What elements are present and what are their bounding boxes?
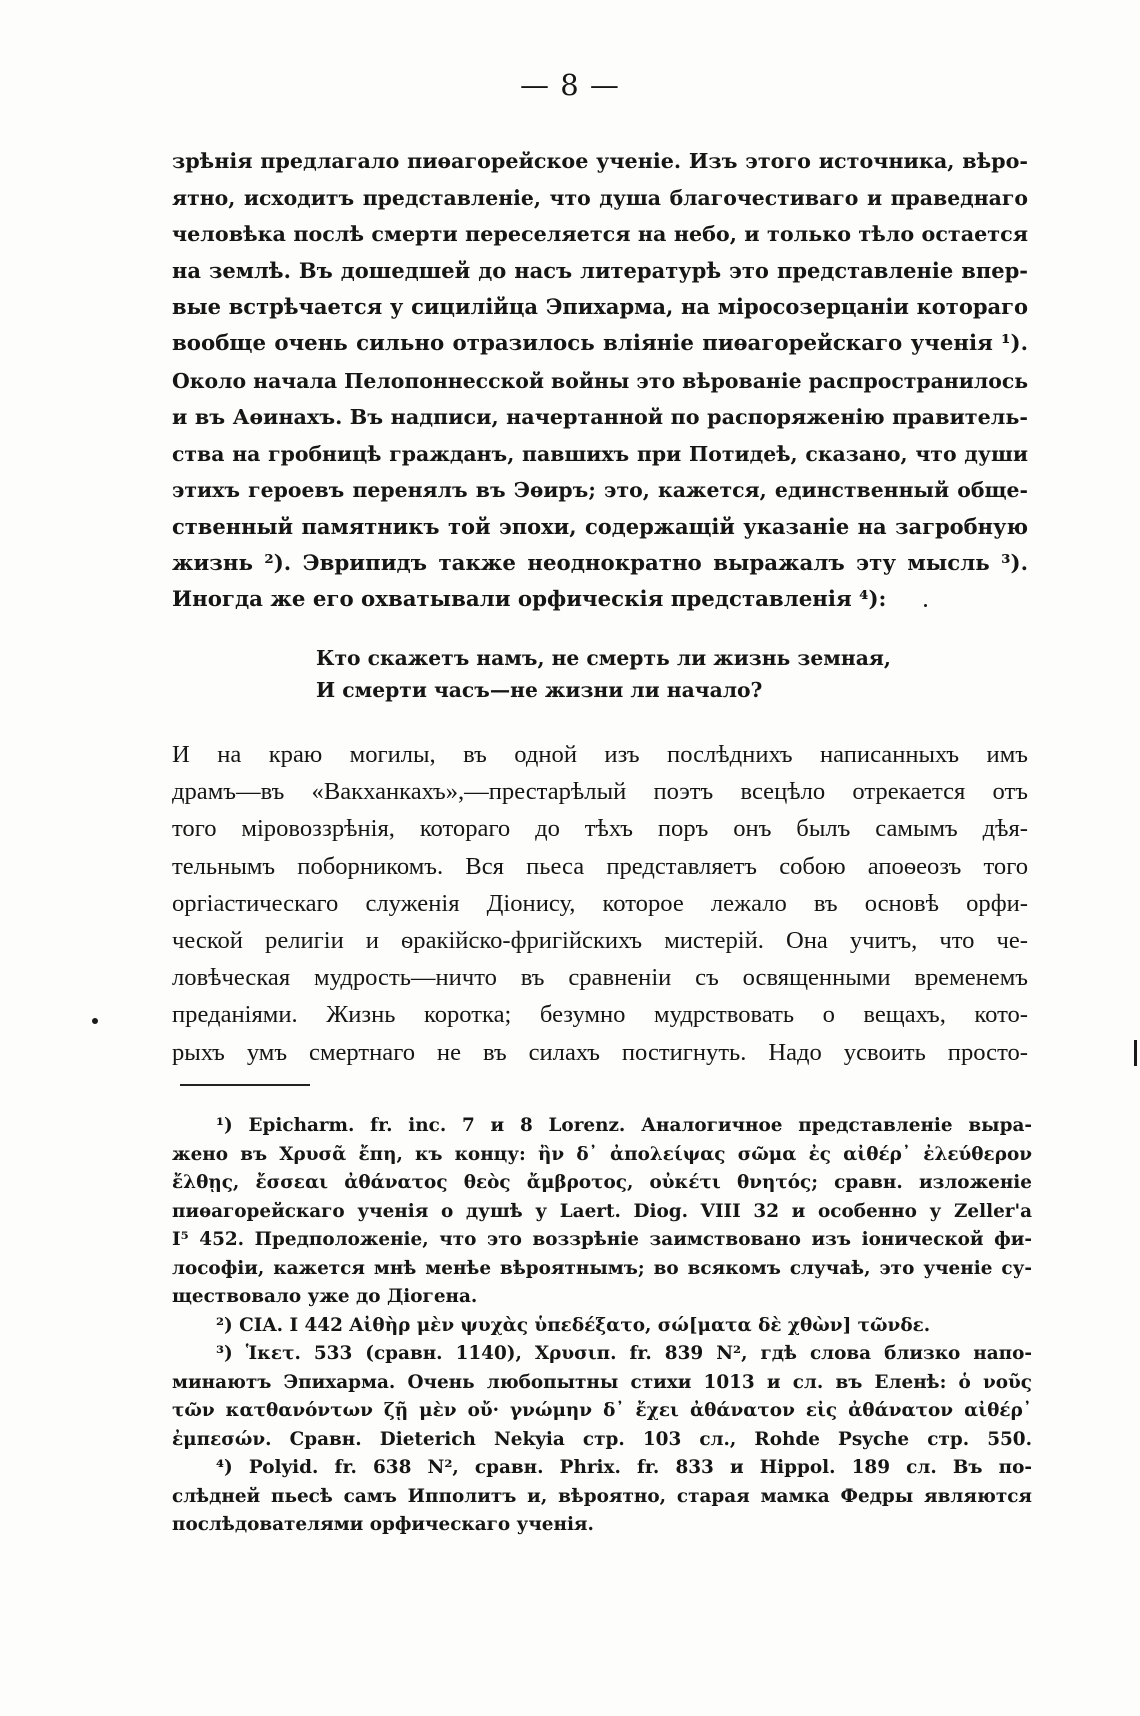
text-line: зрѣнія предлагало пиѳагорейское ученіе. Изъ этого источника, вѣро-	[172, 149, 1028, 173]
main-text-plain	[172, 736, 1028, 1071]
text-line: человѣка послѣ смерти переселяется на небо, и только тѣло остается	[172, 222, 1028, 247]
footnote-line: ²) CIA. I 442 Αἰθὴρ μὲν ψυχὰς ὑπεδέξατο, σώ[ματα δὲ χθὼν] τῶνδε.	[216, 1314, 931, 1336]
text-line: ственный памятникъ той эпохи, содержащій указаніе на загробную	[172, 513, 1028, 539]
text-line: преданіями. Жизнь коротка; безумно мудрствовать о вещахъ, кото-	[172, 1001, 1028, 1029]
text-line: Иногда же его охватывали орфическія представленія ⁴):	[172, 587, 887, 613]
footnote-line: послѣдователями орфическаго ученія.	[172, 1514, 594, 1535]
text-line: вообще очень сильно отразилось вліяніе пиѳагорейскаго ученія ¹).	[172, 330, 1028, 356]
footnote-line: I⁵ 452. Предположеніе, что это воззрѣніе заимствовано изъ іонической фи-	[172, 1229, 1032, 1250]
footnote-line: жено въ Χρυσᾶ ἔπη, къ концу: ἢν δ᾽ ἀπολείψας σῶμα ἐς αἰθέρ᾽ ἐλεύθερον	[172, 1143, 1032, 1165]
text-line: ческой религіи и ѳракійско-фригійскихъ мистерій. Она учитъ, что че-	[172, 927, 1028, 955]
main-text-bold	[172, 143, 1028, 619]
verse-line: И смерти часъ—не жизни ли начало?	[316, 678, 763, 702]
text-line: ства на гробницѣ гражданъ, павшихъ при Потидеѣ, сказано, что души	[172, 441, 1028, 466]
text-line: драмъ—въ «Вакханкахъ»,—престарѣлый поэтъ всецѣло отрекается отъ	[172, 778, 1028, 806]
text-line: вые встрѣчается у сицилійца Эпихарма, на міросозерцаніи котораго	[172, 294, 1028, 320]
verse-quote	[316, 642, 891, 706]
footnote-divider	[180, 1084, 310, 1086]
text-line: рыхъ умъ смертнаго не въ силахъ постигнуть. Надо усвоить просто-	[172, 1038, 1028, 1066]
footnote-line: ⁴) Polyid. fr. 638 N², сравн. Phrix. fr. 833 и Hippol. 189 сл. Въ по-	[216, 1457, 1032, 1478]
text-line: того міровоззрѣнія, котораго до тѣхъ поръ онъ былъ самымъ дѣя-	[172, 815, 1028, 843]
footnote-line: лософіи, кажется мнѣ менѣе вѣроятнымъ; во всякомъ случаѣ, это ученіе су-	[172, 1257, 1032, 1279]
print-speck	[924, 604, 927, 607]
footnote-line: слѣдней пьесѣ самъ Ипполитъ и, вѣроятно, старая мамка Федры являются	[172, 1485, 1032, 1507]
page-edge-mark	[1134, 1040, 1137, 1066]
text-line: оргіастическаго служенія Діонису, которое лежало въ основѣ орфи-	[172, 889, 1028, 917]
text-line: ловѣческая мудрость—ничто въ сравненіи съ освященными временемъ	[172, 964, 1028, 992]
footnote-line: ³) Ἱκετ. 533 (сравн. 1140), Χρυσιπ. fr. 839 N², гдѣ слова близко напо-	[216, 1343, 1032, 1364]
text-line: жизнь ²). Эврипидъ также неоднократно выражалъ эту мысль ³).	[172, 550, 1028, 576]
text-line: И на краю могилы, въ одной изъ послѣднихъ написанныхъ имъ	[172, 741, 1028, 768]
footnotes	[172, 1112, 1032, 1540]
footnote-line: ἐμπεσών. Сравн. Dieterich Nekyia стр. 103 сл., Rohde Psyche стр. 550.	[172, 1428, 1032, 1450]
print-speck	[92, 1018, 98, 1024]
footnote-line: ἔλθῃς, ἔσσεαι ἀθάνατος θεὸς ἄμβροτος, οὐκέτι θνητός; сравн. изложеніе	[172, 1172, 1032, 1193]
text-line: ятно, исходитъ представленіе, что душа благочестиваго и праведнаго	[172, 185, 1028, 210]
text-line: и въ Аѳинахъ. Въ надписи, начертанной по распоряженію правитель-	[172, 405, 1028, 430]
footnote-line: τῶν κατθανόντων ζῇ μὲν οὔ· γνώμην δ᾽ ἔχει ἀθάνατον εἰς ἀθάνατον αἰθέρ᾽	[172, 1400, 1032, 1421]
text-line: на землѣ. Въ дошедшей до насъ литературѣ это представленіе впер-	[172, 257, 1028, 283]
page-number: — 8 —	[520, 68, 620, 102]
footnote-line: ществовало уже до Діогена.	[172, 1286, 478, 1307]
footnote-line: минаютъ Эпихарма. Очень любопытны стихи 1013 и сл. въ Еленѣ: ὁ νοῦς	[172, 1371, 1032, 1393]
verse-line: Кто скажетъ намъ, не смерть ли жизнь земная,	[316, 646, 891, 670]
footnote-line: пиѳагорейскаго ученія о душѣ у Laert. Diog. VIII 32 и особенно у Zeller'a	[172, 1200, 1032, 1222]
text-line: Около начала Пелопоннесской войны это вѣрованіе распространилось	[172, 368, 1028, 393]
footnote-line: ¹) Epicharm. fr. inc. 7 и 8 Lorenz. Аналогичное представленіе выра-	[216, 1115, 1032, 1136]
text-line: этихъ героевъ перенялъ въ Эѳиръ; это, кажется, единственный обще-	[172, 478, 1028, 503]
text-line: тельнымъ поборникомъ. Вся пьеса представляетъ собою апоѳеозъ того	[172, 852, 1028, 880]
